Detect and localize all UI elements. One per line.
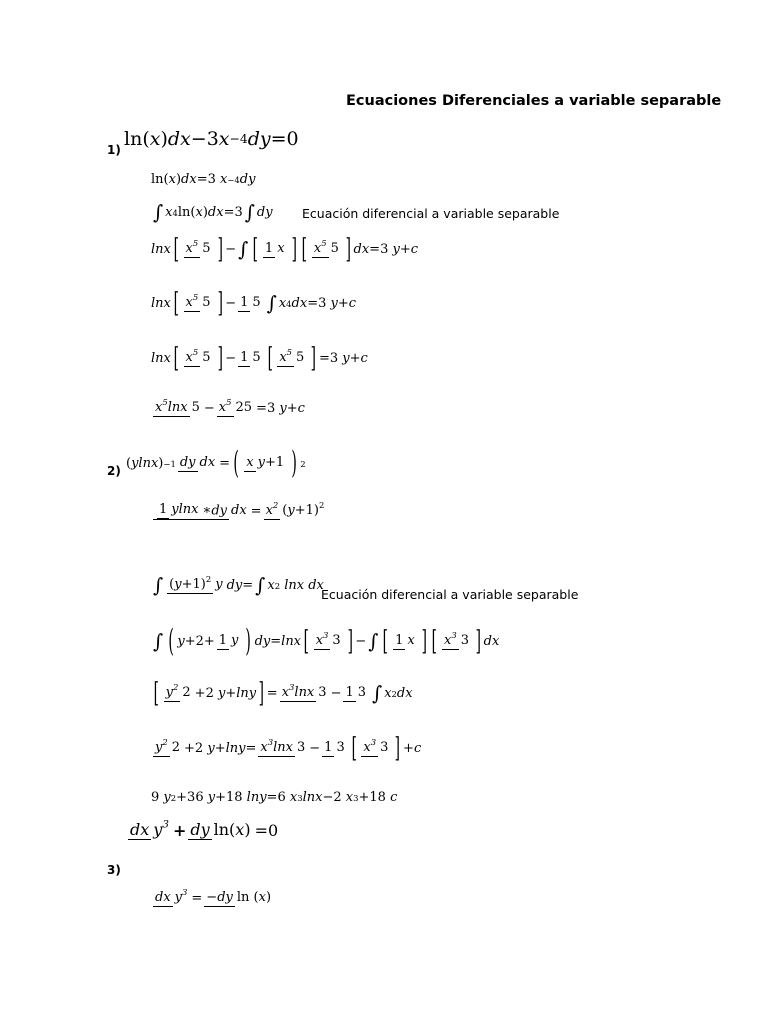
equation-2-step-5: $y^2$ 2 +2 y + lny = $x^3\ln x$ 3 − 1 3 [ $x^3$ 3 ] + c <box>155 733 422 764</box>
equation-2-step-4: [ $y^2$ 2 +2 y + lny ] = $x^3\ln x$ 3 − 1 3 ∫ x 2 dx <box>153 678 413 709</box>
equation-2-step-1: 1 ylnx ∗dy dx = $x^2$ $(y+1)^2$ <box>151 503 328 520</box>
separable-note-1: Ecuación diferencial a variable separable <box>302 206 560 221</box>
equation-1-statement: ln ( x ) dx −3 x −4 dy =0 <box>124 128 299 150</box>
equation-2-result: 9 y 2 +36 y +18 lny =6 x 3 lnx −2 x 3 +18 c <box>151 790 398 805</box>
equation-1-step-4: lnx [ $x^5$ 5 ] − 1 5 ∫ x 4 dx =3 y + c <box>151 288 357 319</box>
equation-1-step-5: lnx [ $x^5$ 5 ] − 1 5 [ $x^5$ 5 ] =3 y + c <box>151 343 368 374</box>
problem-1-number: 1) <box>107 143 121 157</box>
equation-1-step-2: ∫ x 4 ln ( x ) dx =3 ∫ dy <box>153 201 273 224</box>
equation-1-result: $x^5\ln x$ 5 − $x^5$ 25 =3 y + c <box>155 397 305 416</box>
equation-1-step-3: lnx [ $x^5$ 5 ] − ∫ [ 1 x ] [ $x^5$ 5 ] dx =3 y + c <box>151 234 419 265</box>
problem-3-number: 3) <box>107 863 121 877</box>
separable-note-2: Ecuación diferencial a variable separable <box>321 587 579 602</box>
equation-3-statement: dx $y^3$ + dy ln(x) =0 <box>130 818 279 840</box>
equation-2-step-3: ∫ ( y +2+ 1 y ) dy = lnx [ $x^3$ 3 ] − ∫ [ 1 x ] [ $x^3$ 3 ] dx <box>153 623 500 659</box>
equation-2-step-2: ∫ $(y+1)^2$ y dy = ∫ x 2 lnx dx <box>153 574 324 597</box>
equation-3-step-1: dx $y^3$ = −dy ln (x) <box>155 887 272 906</box>
page-title: Ecuaciones Diferenciales a variable separable <box>346 93 722 109</box>
problem-2-number: 2) <box>107 464 121 478</box>
equation-2-statement: ( ylnx ) −1 dy dx = ( x y+1 ) 2 <box>126 445 306 481</box>
equation-1-step-1: ln ( x ) dx =3 x −4 dy <box>151 172 256 187</box>
